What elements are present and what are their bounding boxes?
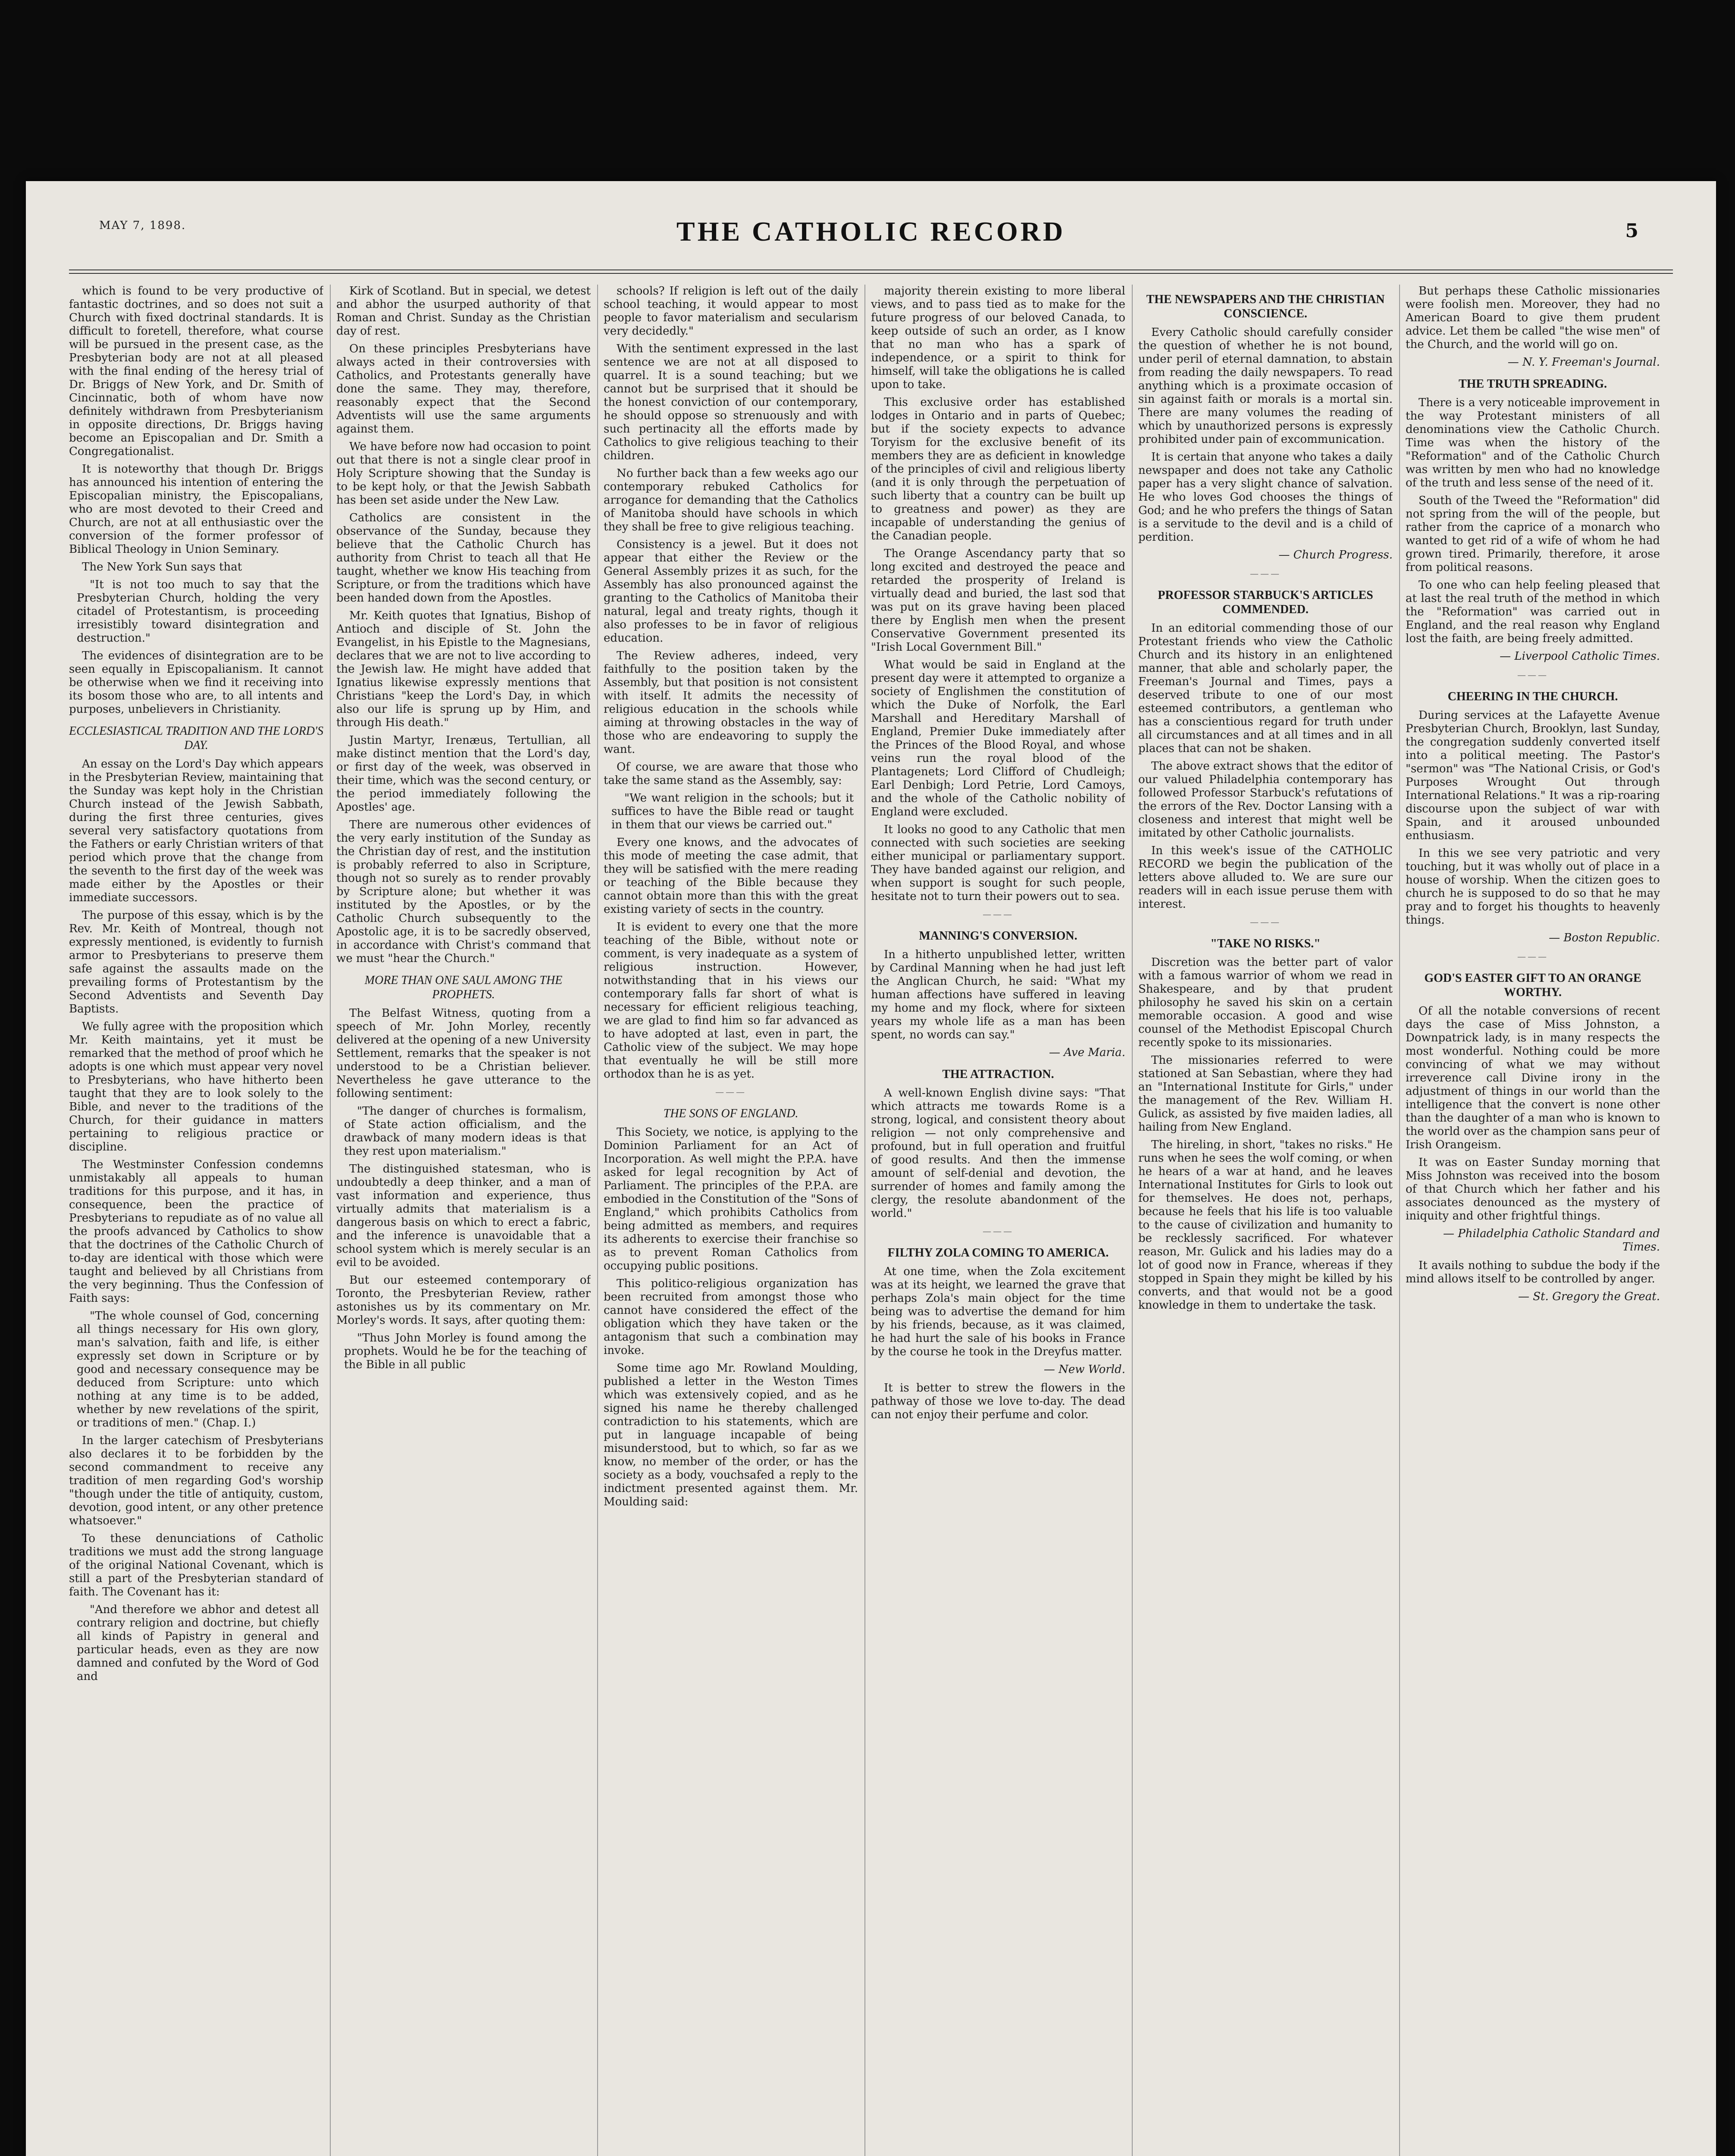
article-quote: "And therefore we abhor and detest all contrary religion and doctrine, but chiefly all kinds of Papistry in general and particular heads, even as they are now damned and confuted by the Word of God and — [77, 1603, 319, 1683]
article-text: In this week's issue of the CATHOLIC RECORD we begin the publication of the letters above alluded to. We are sure our readers will in each issue peruse them with interest. — [1138, 844, 1393, 911]
article-text: The purpose of this essay, which is by the Rev. Mr. Keith of Montreal, though not expressly mentioned, is evidently to furnish armor to Presbyterians to preserve them safe against the assaults made on the prevailing forms of Protestantism by the Second Adventists and Seventh Day Baptists. — [69, 909, 323, 1015]
article-text: Mr. Keith quotes that Ignatius, Bishop of Antioch and disciple of St. John the Evangelist, in his Epistle to the Magnesians, declares that we are not to live according to the Jewish law. He might have added that Ignatius likewise expressly mentions that Christians "keep the Lord's Day, in which also our life is sprung up by Him, and through His death." — [336, 609, 591, 729]
article-text: The distinguished statesman, who is undoubtedly a deep thinker, and a man of vast information and experience, thus virtually admits that materialism is a dangerous basis on which to erect a fabric, and the inference is unavoidable that a school system which is merely secular is an evil to be avoided. — [336, 1163, 591, 1269]
page-header — [26, 216, 1716, 267]
section-separator: ——— — [715, 1087, 746, 1097]
article-text: What would be said in England at the present day were it attempted to organize a society of Englishmen the constitution of which the Duke of Norfolk, the Earl Marshall and Hereditary Marshall of England, Premier Duke immediately after the Princes of the Blood Royal, and whose veins run the royal blood of the Plantagenets; Lord Clifford of Chudleigh; Earl Denbigh; Lord Petrie, Lord Camoys, and the whole of the Catholic nobility of England were excluded. — [871, 658, 1125, 818]
section-heading: "TAKE NO RISKS." — [1210, 937, 1321, 950]
article-text: The Orange Ascendancy party that so long excited and destroyed the peace and retarded the prosperity of Ireland is virtually dead and buried, the last sod that was put on its grave having been placed there by English men when the present Conservative Government presented its "Irish Local Government Bill." — [871, 547, 1125, 654]
article-quote: "It is not too much to say that the Presbyterian Church, holding the very citadel of Protestantism, is proceeding irresistibly toward disintegration and destruction." — [77, 578, 319, 645]
article-text: It is certain that anyone who takes a daily newspaper and does not take any Catholic paper has a very slight chance of salvation. He who loves God chooses the things of God; and he who prefers the things of Satan is a servitude to the devil and is a child of perdition. — [1138, 451, 1393, 544]
article-text: We fully agree with the proposition which Mr. Keith maintains, yet it must be remarked that the method of proof which he adopts is one which must appear very novel to Presbyterians, who have hitherto been taught that they are to look solely to the Bible, and never to the traditions of the Church, for their guidance in matters pertaining to religious practice or discipline. — [69, 1020, 323, 1153]
article-text: It looks no good to any Catholic that men connected with such societies are seeking either municipal or parliamentary support. They have banded against our religion, and when support is sought for such people, hesitate not to turn their powers out to sea. — [871, 823, 1125, 903]
section-separator: ——— — [1250, 917, 1281, 927]
article-text: schools? If religion is left out of the daily school teaching, it would appear to most people to favor materialism and secularism very decidedly." — [604, 285, 858, 338]
column-divider — [597, 285, 598, 2156]
article-text: In this we see very patriotic and very touching, but it was wholly out of place in a house of worship. When the citizen goes to church he is supposed to do so that he may pray and to forget his thoughts to heavenly things. — [1406, 847, 1660, 927]
article-text: Some time ago Mr. Rowland Moulding, published a letter in the Weston Times which was extensively copied, and as he signed his name he thereby challenged contradiction to his statements, which are put in language incapable of being misunderstood, but to which, so far as we know, no member of the order, or has the society as a body, vouchsafed a reply to the indictment presented against them. Mr. Moulding said: — [604, 1362, 858, 1508]
source-credit: — St. Gregory the Great. — [1518, 1290, 1660, 1303]
article-text: The hireling, in short, "takes no risks." He runs when he sees the wolf coming, or when he hears of a war at hand, and he leaves International Institutes for Girls to look out for themselves. He does not, perhaps, because he feels that his life is too valuable to the cause of civilization and humanity to be recklessly sacrificed. For whatever reason, Mr. Gulick and his ladies may do a lot of good now in France, whereas if they stopped in Spain they might be killed by his converts, and that would not be a good knowledge in them to undertake the task. — [1138, 1138, 1393, 1312]
article-text: Justin Martyr, Irenæus, Tertullian, all make distinct mention that the Lord's day, or first day of the week, was observed in their time, which was the second century, or the period immediately following the Apostles' age. — [336, 734, 591, 814]
article-text: During services at the Lafayette Avenue Presbyterian Church, Brooklyn, last Sunday, the congregation suddenly converted itself into a political meeting. The Pastor's "sermon" was "The National Crisis, or God's Purposes Wrought Out through International Relations." It was a rip-roaring discourse upon the subject of war with Spain, and it aroused unbounded enthusiasm. — [1406, 709, 1660, 842]
article-text: This exclusive order has established lodges in Ontario and in parts of Quebec; but if the society expects to advance Toryism for the exclusive benefit of its members they are as deficient in knowledge of the principles of civil and religious liberty (and it is only through the perpetuation of such liberty that a country can be built up to greatness and power) as they are incapable of understanding the genius of the Canadian people. — [871, 396, 1125, 542]
article-quote: "The danger of churches is formalism, of State action officialism, and the drawback of many modern ideas is that they rest upon materialism." — [344, 1105, 586, 1158]
column-3 — [604, 285, 858, 2156]
article-text: In the larger catechism of Presbyterians also declares it to be forbidden by the second commandment to receive any tradition of men regarding God's worship "though under the title of antiquity, custom, devotion, good intent, or any other pretence whatsoever." — [69, 1434, 323, 1527]
article-text: Kirk of Scotland. But in special, we detest and abhor the usurped authority of that Roman and Christ. Sunday as the Christian day of rest. — [336, 285, 591, 338]
section-separator: ——— — [1517, 951, 1548, 962]
article-text: A well-known English divine says: "That which attracts me towards Rome is a strong, logical, and consistent theory about religion — not only comprehensive and profound, but in full operation and fruitful of good results. And then the immense amount of self-denial and devotion, the surrender of homes and family among the clergy, the resolute abandonment of the world." — [871, 1087, 1125, 1220]
article-text: But our esteemed contemporary of Toronto, the Presbyterian Review, rather astonishes us by its commentary on Mr. Morley's words. It says, after quoting them: — [336, 1274, 591, 1327]
article-text: To one who can help feeling pleased that at last the real truth of the method in which the "Reformation" was carried out in England, and the real reason why England lost the faith, are being freely admitted. — [1406, 579, 1660, 645]
column-4 — [871, 285, 1125, 2156]
article-text: It is better to strew the flowers in the pathway of those we love to-day. The dead can not enjoy their perfume and color. — [871, 1382, 1125, 1421]
article-text: On these principles Presbyterians have always acted in their controversies with Catholics, and Protestants generally have done the same. They may, therefore, reasonably expect that the Second Adventists will use the same arguments against them. — [336, 342, 591, 436]
article-text: In an editorial commending those of our Protestant friends who view the Catholic Church and its history in an enlightened manner, that able and scholarly paper, the Freeman's Journal and Times, pays a deserved tribute to one of our most esteemed contributors, a gentleman who has a conscientious regard for truth under all circumstances and at all times and in all places that can not be shaken. — [1138, 622, 1393, 755]
article-text: Consistency is a jewel. But it does not appear that either the Review or the General Assembly prizes it as such, for the Assembly has also pronounced against the granting to the Catholics of Manitoba their natural, legal and treaty rights, though it also professes to be in favor of religious education. — [604, 538, 858, 645]
article-text: The above extract shows that the editor of our valued Philadelphia contemporary has followed Professor Starbuck's refutations of the errors of the Rev. Doctor Lansing with a closeness and interest that might well be imitated by other Catholic journalists. — [1138, 760, 1393, 840]
section-heading: CHEERING IN THE CHURCH. — [1447, 690, 1618, 703]
source-credit: — Liverpool Catholic Times. — [1500, 650, 1660, 663]
article-text: This politico-religious organization has been recruited from amongst those who cannot have considered the effect of the obligation which they have taken or the antagonism that such a combination may invoke. — [604, 1277, 858, 1357]
article-quote: "Thus John Morley is found among the prophets. Would he be for the teaching of the Bible in all public — [344, 1332, 586, 1371]
source-credit: — New World. — [1043, 1363, 1125, 1376]
column-5 — [1138, 285, 1393, 2156]
article-text: With the sentiment expressed in the last sentence we are not at all disposed to quarrel. It is a sound teaching; but we cannot but be surprised that it should be the honest conviction of our contemporary, he should oppose so strenuously and with such pertinacity all the efforts made by Catholics to give religious teaching to their children. — [604, 342, 858, 462]
article-text: There is a very noticeable improvement in the way Protestant ministers of all denominations view the Catholic Church. Time was when the history of the "Reformation" and of the Catholic Church was written by men who had no knowledge of the truth and less sense of the need of it. — [1406, 396, 1660, 489]
section-separator: ——— — [983, 1226, 1014, 1236]
article-text: majority therein existing to more liberal views, and to pass tied as to make for the future progress of our beloved Canada, to keep outside of such an order, as I know that no man who has a spark of independence, or a spirit to think for himself, will take the obligations he is called upon to take. — [871, 285, 1125, 391]
article-text: Catholics are consistent in the observance of the Sunday, because they believe that the Catholic Church has authority from Christ to teach all that He taught, whether we know His teaching from Scripture, or from the traditions which have been handed down from the Apostles. — [336, 511, 591, 605]
article-text: Of course, we are aware that those who take the same stand as the Assembly, say: — [604, 761, 858, 787]
article-text: It avails nothing to subdue the body if the mind allows itself to be controlled by anger. — [1406, 1259, 1660, 1285]
article-text: It was on Easter Sunday morning that Miss Johnston was received into the bosom of that Church which her father and his associates denounced as the mystery of iniquity and other frightful things. — [1406, 1156, 1660, 1222]
source-credit: — Church Progress. — [1278, 548, 1393, 561]
article-text: There are numerous other evidences of the very early institution of the Sunday as the Christian day of rest, and the institution is probably referred to also in Scripture, though not so surely as to render provably by Scripture alone; but whether it was instituted by the Apostles, or by the Catholic Church subsequently to the Apostolic age, it is to be sacredly observed, in accordance with Christ's command that we must "hear the Church." — [336, 818, 591, 965]
section-heading: GOD'S EASTER GIFT TO AN ORANGE WORTHY. — [1424, 971, 1641, 999]
section-heading: PROFESSOR STARBUCK'S ARTICLES COMMENDED. — [1158, 589, 1373, 616]
section-heading: MANNING'S CONVERSION. — [919, 929, 1077, 943]
article-text: Discretion was the better part of valor with a famous warrior of whom we read in Shakespeare, and by that prudent philosophy he saved his skin on a certain memorable occasion. A good and wise counsel of the Methodist Episcopal Church recently spoke to its missionaries. — [1138, 956, 1393, 1049]
article-text: We have before now had occasion to point out that there is not a single clear proof in Holy Scripture showing that the Sunday is to be kept holy, or that the Jewish Sabbath has been set aside under the New Law. — [336, 440, 591, 507]
article-quote: "The whole counsel of God, concerning all things necessary for His own glory, man's salvation, faith and life, is either expressly set down in Scripture or by good and necessary consequence may be deduced from Scripture: unto which nothing at any time is to be added, whether by new revelations of the spirit, or traditions of men." (Chap. I.) — [77, 1310, 319, 1429]
section-heading: THE NEWSPAPERS AND THE CHRISTIAN CONSCIENCE. — [1146, 293, 1385, 320]
column-divider — [1132, 285, 1133, 2156]
column-divider — [864, 285, 865, 2156]
newspaper-page — [26, 181, 1716, 2156]
article-text: Every Catholic should carefully consider the question of whether he is not bound, under peril of eternal damnation, to abstain from reading the daily newspapers. To read anything which is a proximate occasion of sin against faith or morals is a mortal sin. There are many volumes the reading of which by unauthorized persons is expressly prohibited under pain of excommunication. — [1138, 326, 1393, 446]
column-divider — [1399, 285, 1400, 2156]
article-text: The Belfast Witness, quoting from a speech of Mr. John Morley, recently delivered at the opening of a new University Settlement, remarks that the speaker is not understood to be a Christian believer. Nevertheless he gave utterance to the following sentiment: — [336, 1007, 591, 1100]
article-text: It is noteworthy that though Dr. Briggs has announced his intention of entering the Episcopalian ministry, the Episcopalians, who are most devoted to their Creed and Church, are not at all enthusiastic over the conversion of the former professor of Biblical Theology in Union Seminary. — [69, 463, 323, 556]
source-credit: — Ave Maria. — [1049, 1046, 1125, 1059]
section-separator: ——— — [1250, 568, 1281, 579]
column-6 — [1406, 285, 1660, 2156]
article-text: It is evident to every one that the more teaching of the Bible, without note or comment, is very inadequate as a system of religious instruction. However, notwithstanding that in his views our contemporary falls far short of what is necessary for efficient religious teaching, we are glad to find him so far advanced as to have adopted at last, even in part, the Catholic view of the subject. We may hope that eventually he will be still more orthodox than he is as yet. — [604, 921, 858, 1081]
article-text: No further back than a few weeks ago our contemporary rebuked Catholics for arrogance for demanding that the Catholics of Manitoba should have schools in which they shall be free to give religious teaching. — [604, 467, 858, 533]
article-text: But perhaps these Catholic missionaries were foolish men. Moreover, they had no American Board to give them prudent advice. Let them be called "the wise men" of the Church, and the world will go on. — [1406, 285, 1660, 351]
column-1 — [69, 285, 323, 2156]
section-separator: ——— — [1517, 670, 1548, 680]
article-text: which is found to be very productive of fantastic doctrines, and so does not suit a Church with fixed doctrinal standards. It is difficult to foretell, therefore, what course will be pursued in the present case, as the Presbyterian body are not at all pleased with the final ending of the heresy trial of Dr. Briggs of New York, and Dr. Smith of Cincinnatic, both of whom have now definitely withdrawn from Presbyterianism in opposite directions, Dr. Briggs having become an Episcopalian and Dr. Smith a Congregationalist. — [69, 285, 323, 458]
section-heading: MORE THAN ONE SAUL AMONG THE PROPHETS. — [364, 974, 563, 1001]
article-text: The New York Sun says that — [82, 561, 242, 573]
masthead-title: THE CATHOLIC RECORD — [676, 216, 1066, 247]
article-text: Of all the notable conversions of recent days the case of Miss Johnston, a Downpatrick lady, is in many respects the most wonderful. Nothing could be more convincing of what we may without irreverence call Divine irony in the adjustment of things in our world than the intelligence that the convert is none other than the daughter of a man who is known to the world over as the champion sans peur of Irish Orangeism. — [1406, 1005, 1660, 1151]
source-credit: — N. Y. Freeman's Journal. — [1507, 356, 1660, 369]
column-2 — [336, 285, 591, 2156]
section-heading: THE TRUTH SPREADING. — [1458, 377, 1607, 391]
article-text: At one time, when the Zola excitement was at its height, we learned the grave that perhaps Zola's main object for the time being was to advertise the demand for him by his friends, because, as it was claimed, he had hurt the sale of his books in France by the course he took in the Dreyfus matter. — [871, 1265, 1125, 1358]
article-text: An essay on the Lord's Day which appears in the Presbyterian Review, maintaining that the Sunday was kept holy in the Christian Church instead of the Jewish Sabbath, during the first three centuries, gives several very satisfactory quotations from the Fathers or early Christian writers of that period which prove that the change from the seventh to the first day of the week was made either by the Apostles or their immediate successors. — [69, 758, 323, 904]
issue-date: MAY 7, 1898. — [99, 219, 186, 232]
article-text: The Westminster Confession condemns unmistakably all appeals to human traditions for this purpose, and it has, in consequence, been the practice of Presbyterians to repudiate as of no value all the proofs advanced by Catholics to show that the doctrines of the Catholic Church of to-day are identical with those which were taught and believed by all Christians from the very beginning. Thus the Confession of Faith says: — [69, 1158, 323, 1305]
article-quote: "We want religion in the schools; but it suffices to have the Bible read or taught in them that our views be carried out." — [611, 792, 854, 831]
page-body — [69, 285, 1673, 2156]
section-separator: ——— — [983, 909, 1014, 919]
article-text: In a hitherto unpublished letter, written by Cardinal Manning when he had just left the Anglican Church, he said: "What my human affections have suffered in leaving my home and my flock, where for sixteen years my whole life as a man has been spent, no words can say." — [871, 948, 1125, 1041]
section-heading: THE ATTRACTION. — [942, 1068, 1054, 1081]
source-credit: — Boston Republic. — [1549, 931, 1660, 944]
article-text: The evidences of disintegration are to be seen equally in Episcopalianism. It cannot be otherwise when we find it receiving into its bosom those who are, to all intents and purposes, unbelievers in Christianity. — [69, 649, 323, 716]
section-heading: FILTHY ZOLA COMING TO AMERICA. — [887, 1246, 1109, 1260]
article-text: This Society, we notice, is applying to the Dominion Parliament for an Act of Incorporation. As well might the P.P.A. have asked for legal recognition by Act of Parliament. The principles of the P.P.A. are embodied in the Constitution of the "Sons of England," which prohibits Catholics from being admitted as members, and requires its adherents to exercise their franchise so as to prevent Roman Catholics from occupying public positions. — [604, 1126, 858, 1272]
source-credit: — Philadelphia Catholic Standard and Times. — [1443, 1227, 1660, 1253]
article-text: To these denunciations of Catholic traditions we must add the strong language of the original National Covenant, which is still a part of the Presbyterian standard of faith. The Covenant has it: — [69, 1532, 323, 1598]
section-heading: ECCLESIASTICAL TRADITION AND THE LORD'S DAY. — [69, 724, 323, 752]
article-text: The missionaries referred to were stationed at San Sebastian, where they had an "International Institute for Girls," under the management of the Rev. William H. Gulick, as assisted by five maiden ladies, all hailing from New England. — [1138, 1054, 1393, 1134]
article-text: South of the Tweed the "Reformation" did not spring from the will of the people, but rather from the caprice of a monarch who wanted to get rid of a wife of whom he had grown tired. Primarily, therefore, it arose from political reasons. — [1406, 494, 1660, 574]
column-divider — [330, 285, 331, 2156]
article-text: The Review adheres, indeed, very faithfully to the position taken by the Assembly, but that position is not consistent with itself. It admits the necessity of religious education in the schools while aiming at throwing obstacles in the way of those who are endeavoring to supply the want. — [604, 649, 858, 756]
page-number: 5 — [1625, 220, 1638, 242]
section-heading: THE SONS OF ENGLAND. — [663, 1107, 799, 1120]
header-rule — [69, 270, 1673, 274]
article-text: Every one knows, and the advocates of this mode of meeting the case admit, that they will be satisfied with the mere reading or teaching of the Bible because they cannot obtain more than this with the great existing variety of sects in the country. — [604, 836, 858, 916]
